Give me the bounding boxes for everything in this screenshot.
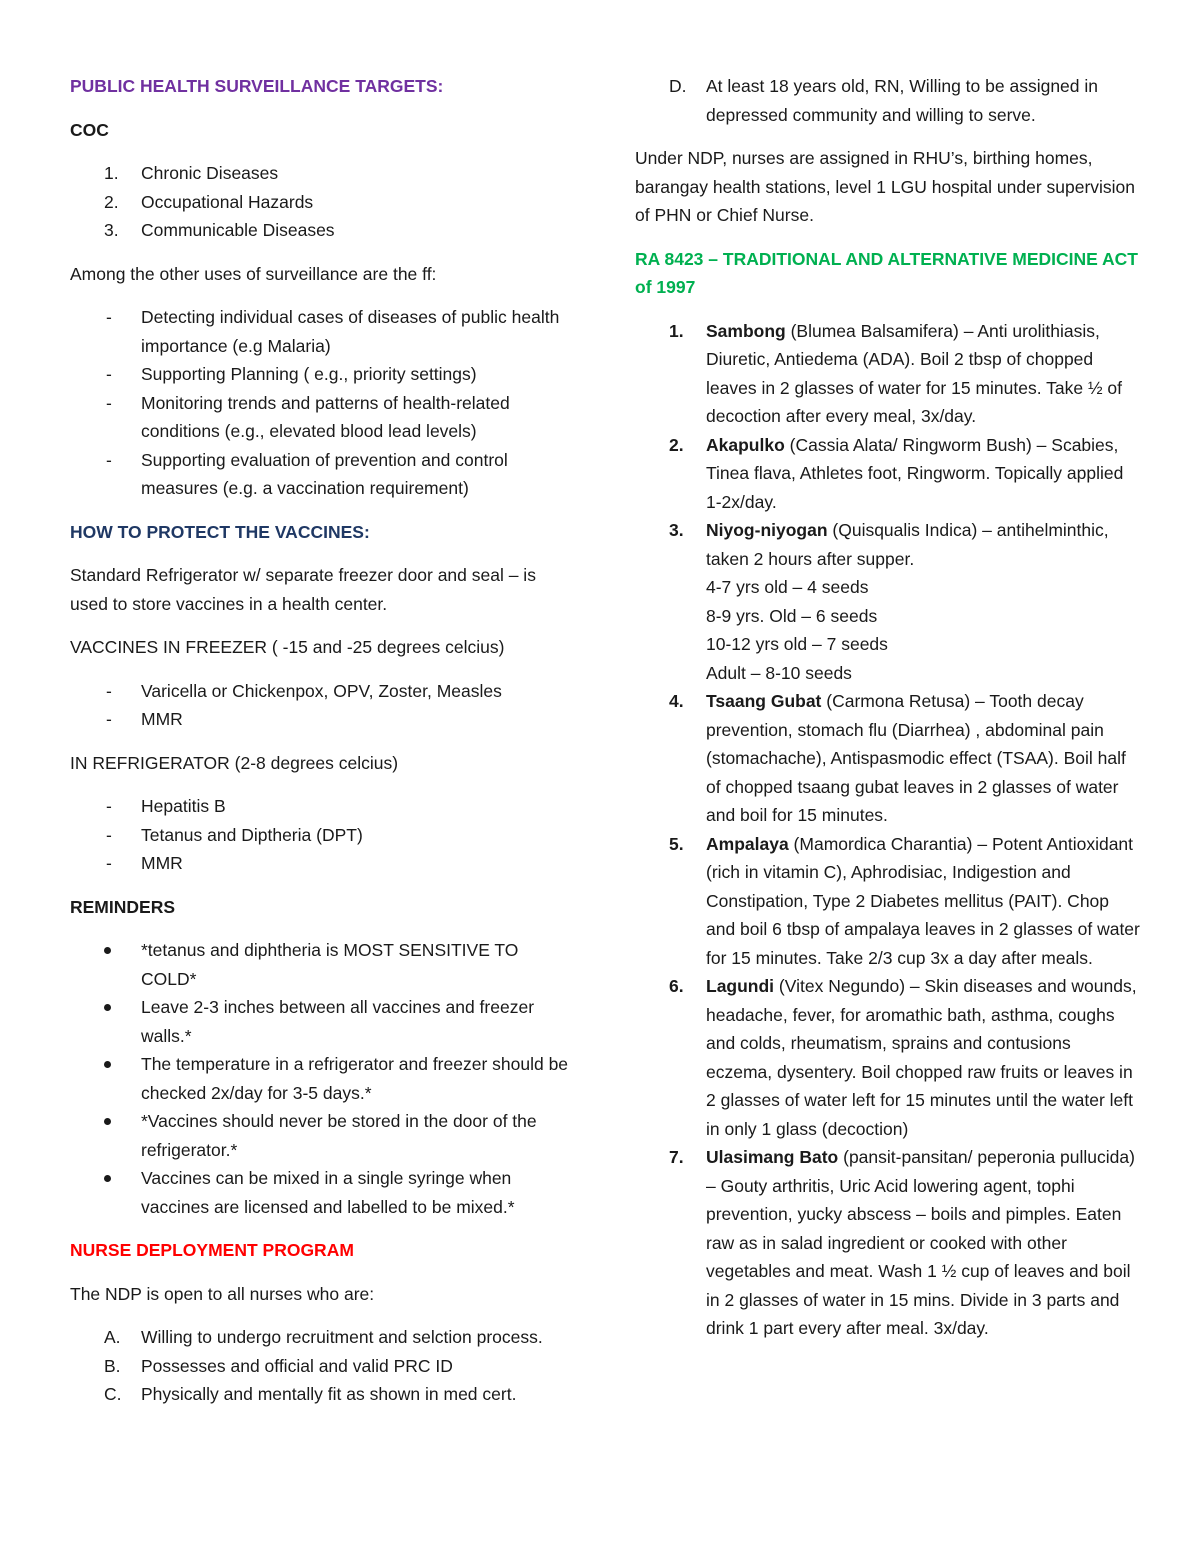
list-item: Leave 2-3 inches between all vaccines and freezer walls.* [70,993,575,1050]
herb-item: 2. Akapulko (Cassia Alata/ Ringworm Bush) – Scabies, Tinea flava, Athletes foot, Ringworm. Topically applied 1-2x/day. [669,434,1124,512]
list-item: - MMR [106,709,183,729]
freezer-title: VACCINES IN FREEZER ( -15 and -25 degrees celcius) [70,637,505,657]
bullet-icon [104,1175,111,1182]
list-item: - Supporting evaluation of prevention and control measures (e.g. a vaccination requirement) [106,449,508,498]
bullet-icon [104,1004,111,1011]
list-item: - Detecting individual cases of diseases of public health importance (e.g Malaria) [106,307,560,356]
herb-description: (Vitex Negundo) – Skin diseases and wounds, headache, fever, for aromathic bath, asthma, coughs and colds, rheumatism, sprains and contusions eczema, dysentery. Boil chopped raw fruits or leaves in 2 glasses of water left for 15 minutes until the water left in only 1 glass (decoction) [706,976,1137,1139]
list-item: The temperature in a refrigerator and freezer should be checked 2x/day for 3-5 days.* [70,1050,575,1107]
herb-item: 3. Niyog-niyogan (Quisqualis Indica) – antihelminthic, taken 2 hours after supper. 4-7 yrs old – 4 seeds 8-9 yrs. Old – 6 seeds 10-12 yrs old – 7 seeds Adult – 8-10 seeds [635,516,1140,687]
left-column [70,72,575,1424]
bullet-icon [104,1118,111,1125]
herb-name: Tsaang Gubat [706,691,822,711]
ra8423-title: RA 8423 – TRADITIONAL AND ALTERNATIVE MEDICINE ACT of 1997 [635,248,1138,297]
herb-name: Ampalaya [706,833,789,854]
list-item: D. At least 18 years old, RN, Willing to be assigned in depressed community and willing to serve. [669,76,1098,125]
herb-name: Akapulko [706,434,785,455]
ndp-intro: The NDP is open to all nurses who are: [70,1283,375,1304]
right-column [635,72,1140,1358]
reminders-title: REMINDERS [70,896,176,917]
herb-name: Ulasimang Bato [706,1147,839,1167]
surveillance-targets-list [70,159,575,245]
surveillance-uses-list [70,303,575,503]
herb-description: (pansit-pansitan/ peperonia pullucida) – Gouty arthritis, Uric Acid lowering agent, tophi prevention, yucky abscess – boils and pimples. Eaten raw as in salad ingredient or cooked with other vegetables and meat. Wash 1 ½ cup of leaves and boil in 2 glasses of water in 15 mins. Divide in 3 parts and drink 1 part every after meal. 3x/day. [706,1147,1135,1338]
herb-description: (Blumea Balsamifera) – Anti urolithiasis, Diuretic, Antiedema (ADA). Boil 2 tbsp of chopped leaves in 2 glasses of water for 15 minutes. Take ½ of decoction after every meal, 3x/day. [706,320,1123,426]
list-item: 1. Chronic Diseases [104,163,279,183]
dosage-line: 10-12 yrs old – 7 seeds [706,634,888,654]
surveillance-subtitle: COC [70,119,109,140]
ndp-requirements-continued [635,72,1140,129]
list-item: C. Physically and mentally fit as shown in med cert. [104,1384,517,1404]
herb-name: Sambong [706,320,786,341]
vaccines-title: HOW TO PROTECT THE VACCINES: [70,521,370,542]
list-item: 2. Occupational Hazards [104,191,314,212]
dosage-line: 8-9 yrs. Old – 6 seeds [706,605,878,626]
herb-description: (Mamordica Charantia) – Potent Antioxidant (rich in vitamin C), Aphrodisiac, Indigestion and Constipation, Type 2 Diabetes mellitus (PAIT). Chop and boil 6 tbsp of ampalaya leaves in 2 glasses of water for 15 minutes. Take 2/3 cup 3x a day after meals. [706,833,1140,968]
herb-description: (Cassia Alata/ Ringworm Bush) – Scabies, Tinea flava, Athletes foot, Ringworm. Topically applied 1-2x/day. [706,434,1124,512]
herb-name: Lagundi [706,976,775,996]
surveillance-uses-intro: Among the other uses of surveillance are the ff: [70,263,437,284]
list-item: 3. Communicable Diseases [104,220,335,240]
vaccines-storage: Standard Refrigerator w/ separate freezer door and seal – is used to store vaccines in a health center. [70,565,536,614]
fridge-title: IN REFRIGERATOR (2-8 degrees celcius) [70,752,399,773]
reminders-list [70,936,575,1221]
list-item: - Varicella or Chickenpox, OPV, Zoster, Measles [106,680,502,701]
ndp-requirements-list [70,1323,575,1409]
list-item: - Monitoring trends and patterns of health-related conditions (e.g., elevated blood lead levels) [106,392,510,441]
list-item: Vaccines can be mixed in a single syringe when vaccines are licensed and labelled to be mixed.* [70,1164,575,1221]
ndp-assignment: Under NDP, nurses are assigned in RHU’s, birthing homes, barangay health stations, level 1 LGU hospital under supervision of PHN or Chief Nurse. [635,148,1136,225]
herb-item: 4. Tsaang Gubat (Carmona Retusa) – Tooth decay prevention, stomach flu (Diarrhea) , abdominal pain (stomachache), Antispasmodic effect (TSAA). Boil half of chopped tsaang gubat leaves in 2 glasses of water and boil for 15 minutes. [669,691,1126,825]
dosage-line: Adult – 8-10 seeds [706,662,852,683]
bullet-icon [104,947,111,954]
herb-description: (Quisqualis Indica) – antihelminthic, taken 2 hours after supper. [706,520,1109,569]
dosage-line: 4-7 yrs old – 4 seeds [706,577,869,597]
surveillance-title: PUBLIC HEALTH SURVEILLANCE TARGETS: [70,76,444,96]
list-item: *tetanus and diphtheria is MOST SENSITIVE TO COLD* [70,936,575,993]
freezer-list [70,677,575,734]
herb-description: (Carmona Retusa) – Tooth decay prevention, stomach flu (Diarrhea) , abdominal pain (stomachache), Antispasmodic effect (TSAA). Boil half of chopped tsaang gubat leaves in 2 glasses of water and boil for 15 minutes. [706,691,1126,825]
herb-item: 6. Lagundi (Vitex Negundo) – Skin diseases and wounds, headache, fever, for aromathic bath, asthma, coughs and colds, rheumatism, sprains and contusions eczema, dysentery. Boil chopped raw fruits or leaves in 2 glasses of water left for 15 minutes until the water left in only 1 glass (decoction) [669,976,1137,1139]
list-item: - Tetanus and Diptheria (DPT) [106,824,363,845]
list-item: - MMR [106,853,183,873]
list-item: - Hepatitis B [106,796,226,816]
bullet-icon [104,1061,111,1068]
ndp-title: NURSE DEPLOYMENT PROGRAM [70,1240,354,1260]
list-item: *Vaccines should never be stored in the door of the refrigerator.* [70,1107,575,1164]
herb-item: 5. Ampalaya (Mamordica Charantia) – Potent Antioxidant (rich in vitamin C), Aphrodisiac, Indigestion and Constipation, Type 2 Diabetes mellitus (PAIT). Chop and boil 6 tbsp of ampalaya leaves in 2 glasses of water for 15 minutes. Take 2/3 cup 3x a day after meals. [669,833,1140,968]
herb-item: 1. Sambong (Blumea Balsamifera) – Anti urolithiasis, Diuretic, Antiedema (ADA). Boil 2 tbsp of chopped leaves in 2 glasses of water for 15 minutes. Take ½ of decoction after every meal, 3x/day. [669,320,1123,426]
herb-name: Niyog-niyogan [706,520,828,540]
list-item: A. Willing to undergo recruitment and selction process. [104,1327,543,1347]
herbs-list [635,317,1140,1343]
herb-item: 7. Ulasimang Bato (pansit-pansitan/ peperonia pullucida) – Gouty arthritis, Uric Acid lowering agent, tophi prevention, yucky abscess – boils and pimples. Eaten raw as in salad ingredient or cooked with other vegetables and meat. Wash 1 ½ cup of leaves and boil in 2 glasses of water in 15 mins. Divide in 3 parts and drink 1 part every after meal. 3x/day. [669,1147,1135,1338]
list-item: B. Possesses and official and valid PRC ID [104,1355,453,1376]
fridge-list [70,792,575,878]
list-item: - Supporting Planning ( e.g., priority settings) [106,364,477,384]
